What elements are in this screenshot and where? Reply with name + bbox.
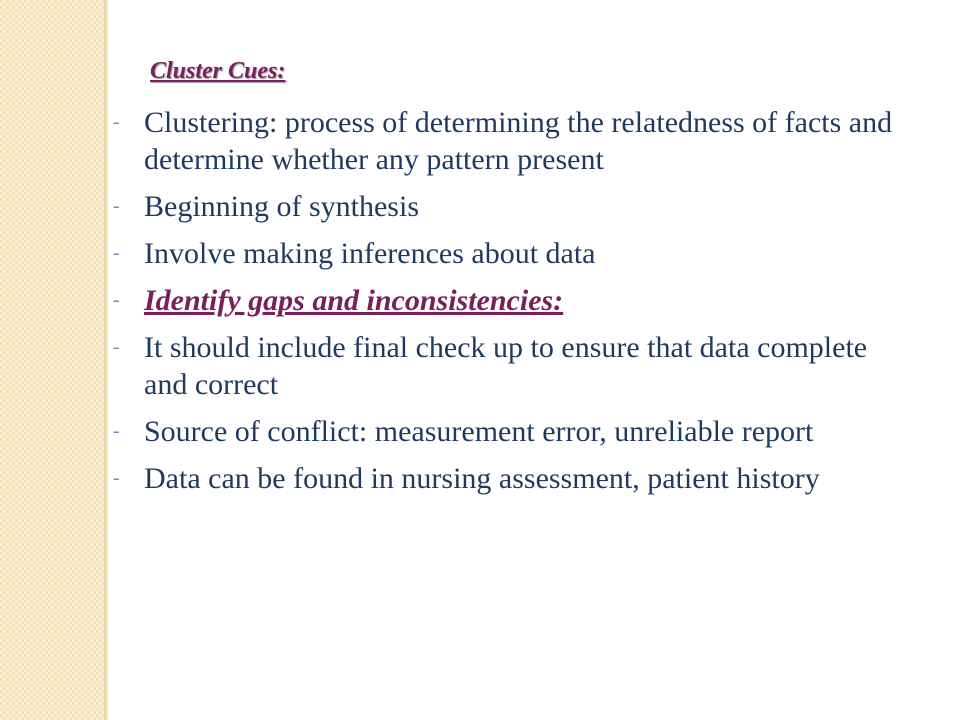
- side-band-divider: [104, 0, 109, 720]
- bullet-text-emphasis: Identify gaps and inconsistencies:: [144, 284, 564, 317]
- slide-title: Cluster Cues:: [150, 58, 286, 84]
- bullet-text: It should include final check up to ensure that data complete and correct: [144, 331, 868, 401]
- bullet-dash-icon: -: [113, 242, 120, 264]
- bullet-item-clustering: [113, 104, 893, 178]
- bullet-item-final-check: [113, 329, 893, 403]
- bullet-dash-icon: -: [113, 467, 120, 489]
- bullet-dash-icon: -: [113, 195, 120, 217]
- bullet-text: Data can be found in nursing assessment, patient history: [144, 462, 820, 495]
- bullet-dash-icon: -: [113, 336, 120, 358]
- bullet-item-data-sources: [113, 460, 893, 497]
- bullet-item-inferences: [113, 235, 893, 272]
- bullet-text: Clustering: process of determining the relatedness of facts and determine whether any pattern present: [144, 106, 893, 176]
- bullet-item-source-of-conflict: [113, 413, 893, 450]
- decorative-side-band: [0, 0, 104, 720]
- bullet-text: Source of conflict: measurement error, unreliable report: [144, 415, 814, 448]
- bullet-dash-icon: -: [113, 420, 120, 442]
- bullet-item-synthesis: [113, 188, 893, 225]
- bullet-dash-icon: -: [113, 289, 120, 311]
- bullet-item-gaps-heading: [113, 282, 893, 319]
- bullet-text: Beginning of synthesis: [144, 190, 419, 223]
- bullet-dash-icon: -: [113, 111, 120, 133]
- bullet-list: [113, 104, 893, 507]
- bullet-text: Involve making inferences about data: [144, 237, 596, 270]
